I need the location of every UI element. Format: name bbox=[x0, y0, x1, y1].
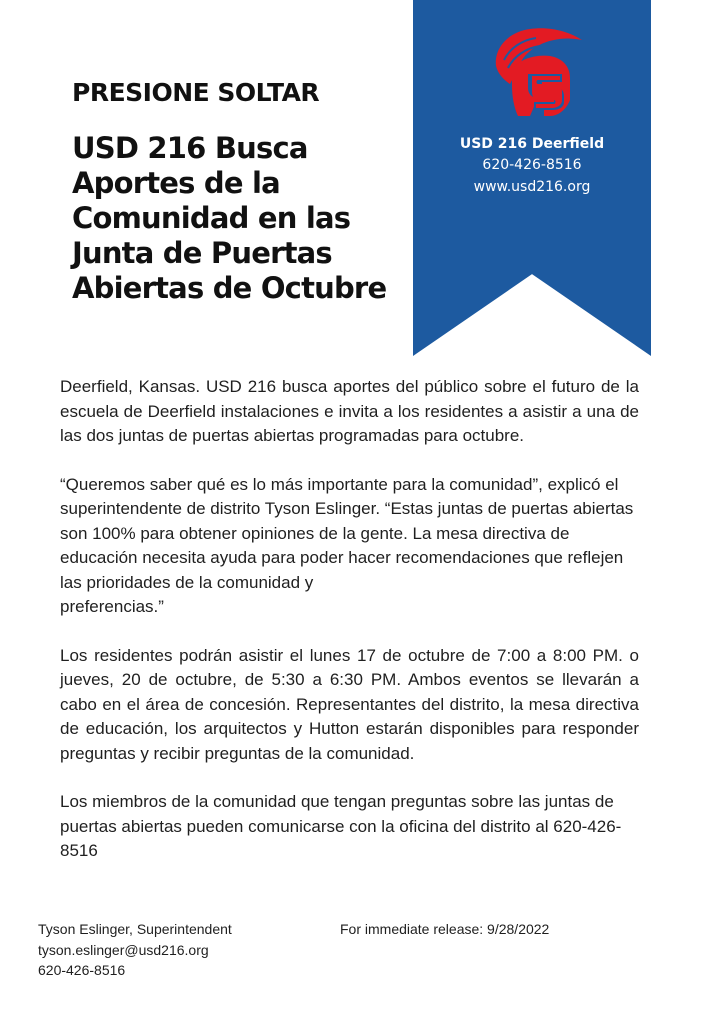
paragraph-quote bbox=[60, 473, 639, 620]
page-title: USD 216 Busca Aportes de la Comunidad en las Junta de Puertas Abiertas de Octubre bbox=[72, 131, 387, 305]
district-contact-block bbox=[413, 134, 651, 198]
release-date: For immediate release: 9/28/2022 bbox=[340, 921, 550, 937]
paragraph-quote-main: “Queremos saber qué es lo más importante para la comunidad”, explicó el superintendente de distrito Tyson Eslinger. “Estas juntas de puertas abiertas son 100% para obtener opiniones de la gente. La mesa directiva de educación necesita ayuda para poder hacer recomendaciones que reflejen las prioridades de la comunidad y bbox=[60, 474, 634, 592]
district-name: USD 216 Deerfield bbox=[459, 136, 605, 152]
footer-contact-email[interactable]: tyson.eslinger@usd216.org bbox=[38, 941, 209, 958]
footer-contact-name: Tyson Eslinger, Superintendent bbox=[38, 921, 232, 937]
paragraph-schedule: Los residentes podrán asistir el lunes 17 de octubre de 7:00 a 8:00 PM. o jueves, 20 de octubre, de 5:30 a 6:30 PM. Ambos eventos se llevarán a cabo en el área de concesión. Representantes del distrito, la mesa directiva de educación, los arquitectos y Hutton estarán disponibles para responder preguntas y recibir preguntas de la comunidad. bbox=[60, 645, 639, 763]
spartan-helmet-icon bbox=[478, 26, 588, 122]
footer-contact-phone: 620-426-8516 bbox=[38, 962, 126, 978]
district-website-link[interactable]: www.usd216.org bbox=[473, 179, 591, 195]
paragraph-intro: Deerfield, Kansas. USD 216 busca aportes del público sobre el futuro de la escuela de Deerfield instalaciones e invita a los residentes a asistir a una de las dos juntas de puertas abiertas programadas para octubre. bbox=[60, 377, 639, 445]
paragraph-quote-end: preferencias.” bbox=[60, 597, 164, 616]
district-phone: 620-426-8516 bbox=[482, 157, 582, 173]
paragraph-contact: Los miembros de la comunidad que tengan preguntas sobre las juntas de puertas abiertas pueden comunicarse con la oficina del distrito al 620-426-8516 bbox=[60, 792, 622, 860]
footer-contact bbox=[38, 919, 232, 981]
press-release-label: PRESIONE SOLTAR bbox=[72, 78, 320, 107]
article-body bbox=[60, 375, 639, 888]
